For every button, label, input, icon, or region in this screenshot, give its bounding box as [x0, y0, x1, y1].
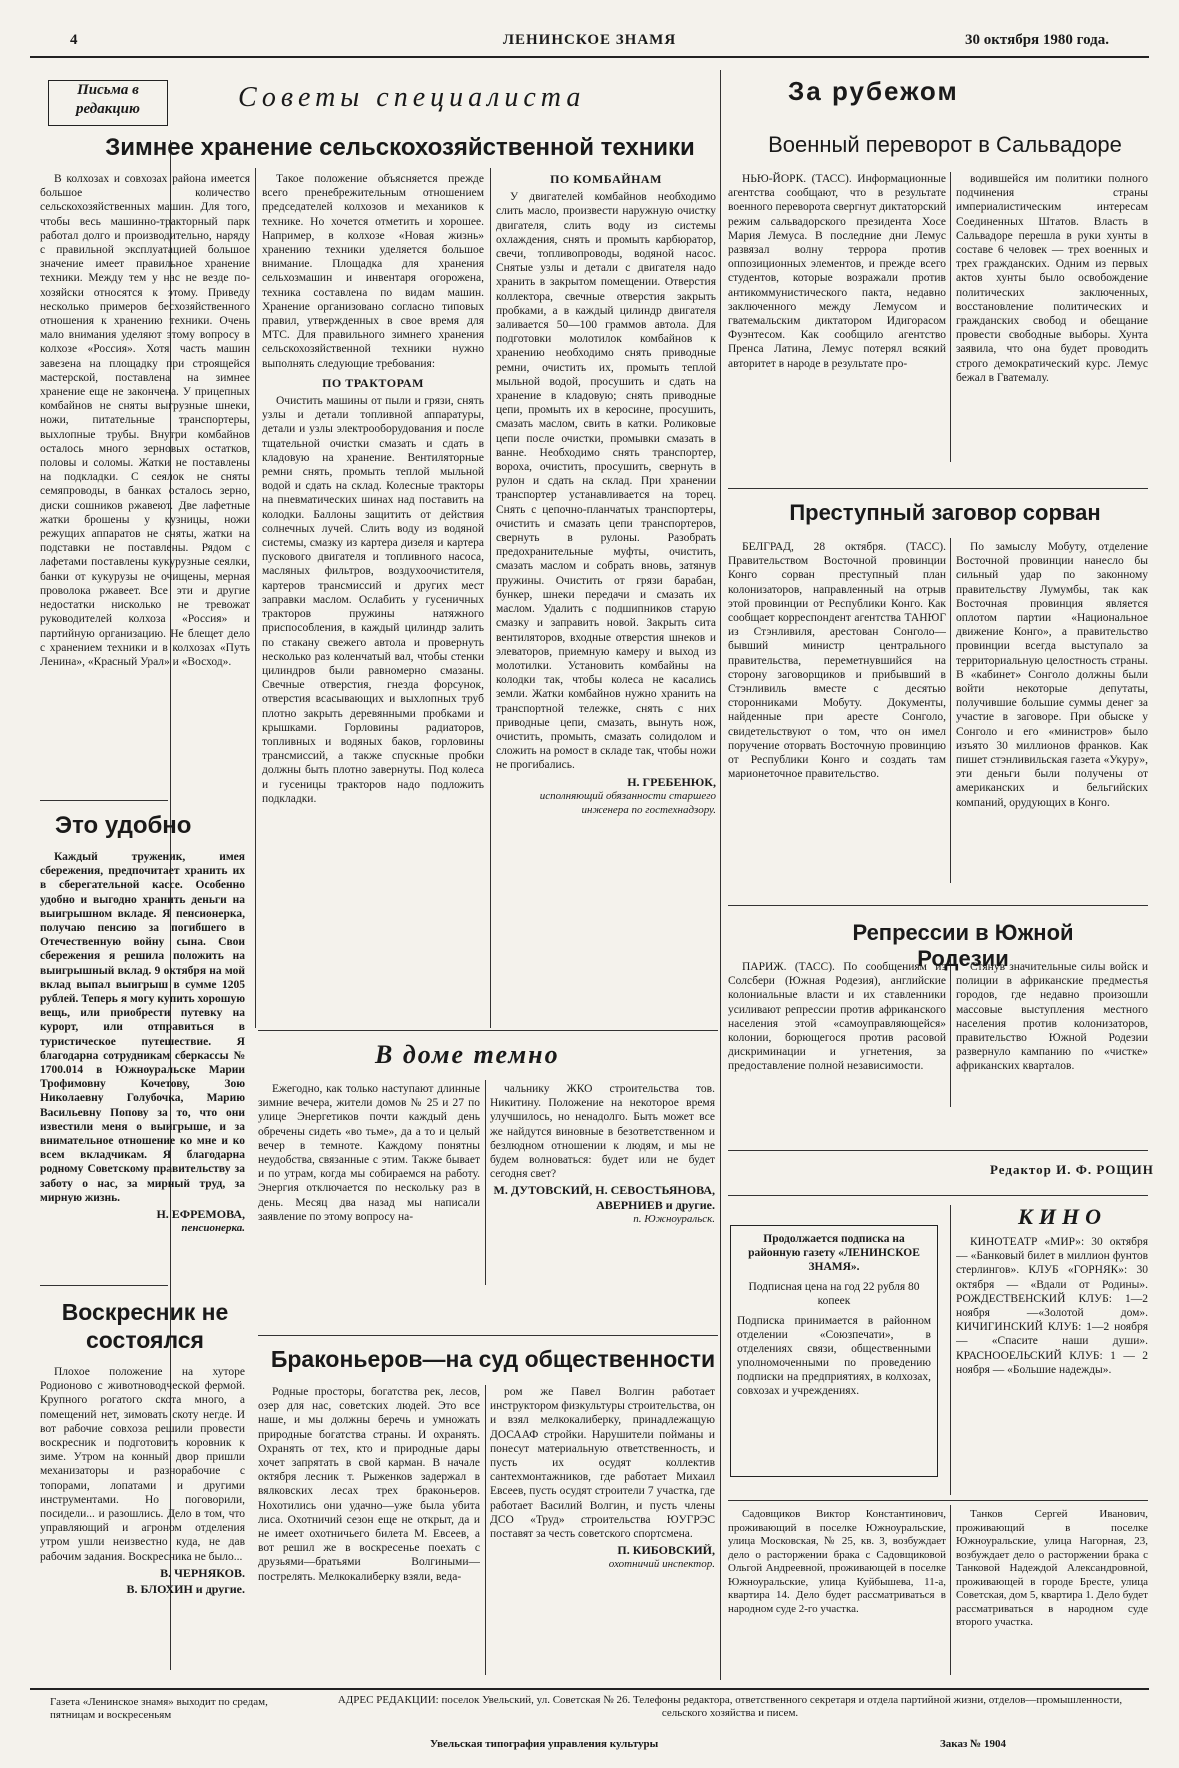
voskresnik-text [40, 1365, 245, 1675]
page-header [30, 26, 1149, 58]
abroad-rubric: За рубежом [788, 76, 959, 106]
convenient-headline: Это удобно [55, 812, 192, 839]
section-rule [40, 800, 168, 801]
article-text: ПАРИЖ. (ТАСС). По сообщениям из Солсбери (Южная Родезия), английские колониальные власти и их ставленники усиливают репрессии против африканского населения этой «самоуправляющейся» колонии, борющегося против расовой дискриминации и угнетения, за предоставление полной независимости. [728, 961, 946, 1073]
poachers-col2 [490, 1385, 715, 1675]
article-text: Родные просторы, богатства рек, лесов, озер для нас, советских людей. Это все наше, и мы должны беречь и умножать природные богатства страны. И охранять. Охранять от тех, кто и природные дары хочет запрятать в свой карман. В начале октября лесник т. Рыженков задержал в вялковских лесах трех браконьеров. Нохотились они удачно—уже была убита лиса. Охотничий сезон еще не открыт, да и не имеет охотничьего билета М. Евсеев, а вот решил же в воскресенье поехать с друзьями—братьями Волгиными—пострелять. Мелкокалиберку взяли, веда- [258, 1386, 480, 1583]
specialist-rubric: Советы специалиста [238, 82, 586, 113]
article-text: БЕЛГРАД, 28 октября. (ТАСС). Правительством Восточной провинции Конго сорван преступный план колонизаторов, направленный на отрыв этой провинции от Республики Конго. Как сообщает корреспондент агентства ТАНЮГ из Стэнливиля, арестован Сонголо—бывший министр центрального правительства, переметнувшийся на сторону заговорщиков и прибывший в Стэнливиль вместе с десятью сторонниками Мобуту. Документы, найденные при аресте Сонголо, свидетельствуют о том, что он имел поручение оторвать Восточную провинцию от Республики Конго и создать там марионеточное правительство. [728, 541, 946, 781]
article-text: водившейся им политики полного подчинения страны империалистическим интересам Соединенных Штатов. Власть в Сальвадоре перешла в руки хунты в составе 6 человек — трех военных и трех гражданских. Одним из первых актов хунты было освобождение политических заключенных, восстановление политических и гражданских свобод и обещание провести свободные выборы. Хунта заявила, что она будет проводить строго демократический курс. Лемус бежал в Гватемалу. [956, 173, 1148, 384]
article-text: НЬЮ-ЙОРК. (ТАСС). Информационные агентства сообщают, что в результате военного переворота свергнут диктаторский режим сальвадорского президента Хосе Мария Лемуса. В последние дни Лемус развязал волну террора против оппозиционных элементов, и прежде всего студентов, которые возражали против антикоммунистического пакта, недавно заключенного между Лемусом и гватемальским диктатором Идигорасом Фуэнтесом. Как сообщило агентство Пренса Латина, Лемус потерял всякий авторитет в народе в результате про- [728, 173, 946, 370]
winter-storage-col2 [262, 172, 484, 1022]
section-rule [728, 905, 1148, 906]
subscription-price: Подписная цена на год 22 рубля 80 копеек [748, 1281, 920, 1307]
divorce-notice-2 [956, 1508, 1148, 1678]
cinema-listings [956, 1235, 1148, 1490]
author-signature: П. КИБОВСКИЙ, [617, 1543, 715, 1558]
rhodesia-col2 [956, 960, 1148, 1110]
column-rule [255, 168, 256, 1028]
winter-storage-col1 [40, 172, 250, 792]
column-rule [950, 957, 951, 1107]
page-number: 4 [70, 32, 78, 48]
conspiracy-col2 [956, 540, 1148, 885]
cinema-text: КИНОТЕАТР «МИР»: 30 октября — «Банковый билет в миллион фунтов стерлингов». КЛУБ «ГОРНЯК»: 30 октября — «Вдали от Родины». РОЖДЕСТВЕНСКИЙ КЛУБ: 1—2 ноября —«Золотой дом». КИЧИГИНСКИЙ КЛУБ: 1—2 ноября — «Спасите наши души». КРАСНООЕЛЬСКИЙ КЛУБ: 1 — 2 ноября — «Большие надежды». [956, 1236, 1148, 1376]
conspiracy-col1 [728, 540, 946, 885]
column-rule [490, 168, 491, 1028]
notice-text: Садовщиков Виктор Константинович, проживающий в поселке Южноуральские, улица Московская, № 25, кв. 3, возбуждает дело о расторжении брака с Садовщиковой Ольгой Андреевной, проживающей в поселке Южноуральские, улица Куйбышева, 11-а, квартира 14. Дело будет рассматриваться в народном суде 2-го участка. [728, 1508, 946, 1615]
article-text: Очистить машины от пыли и грязи, снять узлы и детали топливной аппаратуры, детали и узлы электрооборудования и после тщательной очистки смазать и сдать в кладовую на хранение. Вентиляторные ремни снять, промыть теплой мыльной водой и сдать на склад. Колесные тракторы на пневматических шинах над поставить на колодки. Баллоны защитить от действия солнечных лучей. Слить воду из водяной системы, смазку из картера дизеля и картера пускового двигателя и топливного насоса, масляных фильтров, воздухоочистителя, картеров трансмиссий и других мест заправки маслом. Ослабить у гусеничных тракторов пружины натяжного приспособления, в каждый цилиндр залить по стакану свежего автола и провернуть несколько раз коленчатый вал, чтобы стенки цилиндров были равномерно смазаны. Свечные отверстия, гнезда форсунок, отверстия всасывающих и выхлопных труб плотно закрыть деревянными пробками и крышками. Горловины радиаторов, топливных и водяных баков, горловины трансмиссий, а также спускные пробки должны быть плотно завернуты. Под колеса и гусеницы тракторов надо подложить подкладки. [262, 395, 484, 805]
editorial-address: АДРЕС РЕДАКЦИИ: поселок Увельский, ул. Советская № 26. Телефоны редактора, ответственного секретаря и отдела партийной жизни, отделов—промышленности, сельского хозяйства и писем. [337, 1694, 1123, 1719]
column-rule [950, 538, 951, 883]
cinema-heading: КИНО [1018, 1204, 1108, 1229]
section-rule [258, 1335, 718, 1336]
publication-schedule: Газета «Ленинское знамя» выходит по средам, пятницам и воскресеньям [50, 1696, 268, 1721]
author-signature: М. ДУТОВСКИЙ, Н. СЕВОСТЬЯНОВА, АВЕРНИЕВ и другие. [493, 1183, 715, 1212]
tractors-subhead: ПО ТРАКТОРАМ [322, 375, 424, 390]
section-rule [40, 1285, 168, 1286]
author-title: исполняющий обязанности старшего инженера по гостехнадзору. [539, 789, 716, 816]
column-rule [950, 1205, 951, 1495]
column-rule [950, 172, 951, 462]
article-text: чальнику ЖКО строительства тов. Никитину. Положение на некоторое время улучшилось, но ненадолго. Быть может все же найдутся виновные в безответственном и безлюдном отношении к людям, и мы не будем волноваться: будет или не будет сегодня свет? [490, 1083, 715, 1181]
author-signature: Н. ЕФРЕМОВА, [156, 1207, 245, 1222]
subscription-info: Подписка принимается в районном отделении «Союзпечати», в отделениях связи, общественными уполномоченными по проведению подписки на предприятиях, в колхозах, совхозах и учреждениях. [737, 1315, 931, 1397]
column-rule [485, 1080, 486, 1285]
article-text: По замыслу Мобуту, отделение Восточной провинции нанесло бы сильный удар по законному правительству Лумумбы, так как Восточная провинция является оплотом партии «Национальное движение Конго», а правительство провинции всегда выступало за территориальную целостность страны. В «кабинет» Сонголо должны были войти некоторые депутаты, получившие большие суммы денег за участие в заговоре. При обыске у Сонголо и его «министров» было изъято 30 миллионов франков. Как пишет стэнливильская газета «Укуру», эти деньги были получены от американских и бельгийских компаний, орудующих в Конго. [956, 541, 1148, 809]
article-text: Ежегодно, как только наступают длинные зимние вечера, жители домов № 25 и 27 по улице Энергетиков почти каждый день обречены сидеть «во тьме», да а то и целый вечер в темноте. Каждому понятны неудобства, связанные с этим. Также бывает и по утрам, когда мы собираемся на работу. Энергия отключается по нескольку раз в день. Месяц два назад мы написали заявление по этому вопросу на- [258, 1083, 480, 1223]
article-text: ром же Павел Волгин работает инструктором физкультуры строительства, он и взял мелкокалиберку, принадлежащую ДОСААФ стройки. Нарушители пойманы и понесут материальную ответственность, и пусть их осудят коллектив сантехмонтажников, где работает Михаил Евсеев, пусть осудят строители 7 участка, где работает Василий Волгин, и пусть члены ДСО «Труд» строительства ЮУГРЭС поставят за честь советского спортсмена. [490, 1386, 715, 1541]
article-text: Стянув значительные силы войск и полиции в африканские предместья городов, где недавно произошли массовые выступления местного населения против колонизаторов, правительство Южной Родезии развернуло кампанию по «чистке» африканских кварталов. [956, 961, 1148, 1073]
winter-storage-col3 [496, 172, 716, 1022]
combines-subhead: ПО КОМБАЙНАМ [550, 172, 662, 186]
article-text: Такое положение объясняется прежде всего пренебрежительным отношением председателей колхозов и механиков к технике. Но хочется отметить и хорошее. Например, в колхозе «Новая жизнь» хранению техники уделяется большое внимание. Площадка для хранения сельхозмашин и инвентаря огорожена, техника составлена по видам машин. Хранение организовано согласно типовых правил, утвержденных в свое время для МТС. Для правильного зимнего хранения сельскохозяйственной техники нужно выполнять следующие требования: [262, 173, 484, 370]
rhodesia-headline: Репрессии в Южной Родезии [852, 920, 1074, 971]
subscription-title: Продолжается подписка на районную газету «ЛЕНИНСКОЕ ЗНАМЯ». [748, 1233, 920, 1273]
notice-text: Танков Сергей Иванович, проживающий в поселке Южноуральские, улица Нагорная, 23, возбуждает дело о расторжении брака с Танковой Надеждой Александровной, проживающей в городе Бресте, улица Советская, дом 5, квартира 1. Дело будет рассматриваться в народном суде второго участка. [956, 1508, 1148, 1628]
section-rule [728, 1195, 1148, 1196]
article-text: У двигателей комбайнов необходимо слить масло, произвести наружную очистку двигателя, слить воду из системы охлаждения, снять и промыть карбюратор, свечи, топливопроводы, водяной насос. Снятые узлы и детали с двигателя надо хранить в закрытом помещении. Отверстия коллектора, свечные отверстия закрыть пробками, а в каждый цилиндр двигателя заливается 50—100 граммов автола. Для подготовки молотилок комбайнов к хранению необходимо снять приводные ремни, очистить их, промыть теплой мыльной водой, просушить и сдать на хранение в кладовую; снять приводные цепи, промыть их в керосине, просушить, смазать маслом, свить в катки. Роликовые цепи после очистки, промывки смазать в ванне. Необходимо снять транспортер, ворохa, очистить, просушить, свернуть в рулон и сдать на склад. При хранении транспортер устанавливается на торец. Снять с цепочно-планчатых транспортеры, очистить и смазать цепи транспортеров, свернуть в рулоны. Разобрать предохранительные муфты, очистить, смазать маслом и собрать вновь, затянув пружины. Очистить от грязи барабан, бункер, шнеки передачи и смазать их маслом. Удалить с подшипников старую смазку и заправить новой. Закрыть сита вентиляторов, входные отверстия шнеков и элеваторов, приемную камеру и выход из молотилки. Установить комбайны на колодки так, чтобы колеса не касались земли. Жатки комбайнов нужно хранить на транспортной тележке, снять с них приводные цепи, смазать, вынуть нож, очистить, промыть, смазать солидолом и сложить на ромост в складе так, чтобы ножи не прогибались. [496, 191, 716, 772]
rhodesia-col1 [728, 960, 946, 1110]
printer-line: Увельская типография управления культуры [430, 1738, 659, 1750]
section-rule [728, 1500, 1148, 1501]
editor-line: Редактор И. Ф. РОЩИН [990, 1162, 1154, 1177]
dark-house-col2 [490, 1082, 715, 1282]
order-number: Заказ № 1904 [940, 1738, 1006, 1750]
article-text: Каждый труженик, имея сбережения, предпочитает хранить их в сберегательной кассе. Особенно удобно и выгодно хранить деньги на выигрышном вкладе. Я пенсионерка, получаю пенсию за погибшего в Отечественную войну сына. Свои сбережения я решила положить на выигрышный вклад. 9 октября на мой вклад выпал выигрыш в сумме 1205 рублей. Теперь я могу купить хорошую вещь, или приобрести путевку на курорт, или отправиться в туристическое путешествие. Я благодарна сотрудникам сберкассы № 1700.014 в Южноуральске Марии Трофимовну Кочетову, Зою Николаевну Голубочка, Марию Васильевну Попову за то, что они известили меня о выигрыше, и за внимательное отношение ко мне и ко всем вкладчикам. Я благодарна родному Советскому правительству за заботу о нас, за мирный труд, за мирную жизнь. [40, 851, 245, 1204]
salvador-col1 [728, 172, 946, 462]
dark-house-headline: В доме темно [375, 1040, 560, 1069]
poachers-col1 [258, 1385, 480, 1675]
salvador-col2 [956, 172, 1148, 462]
dark-house-col1 [258, 1082, 480, 1282]
newspaper-title: ЛЕНИНСКОЕ ЗНАМЯ [502, 32, 677, 48]
subscription-box [730, 1225, 938, 1477]
winter-storage-headline: Зимнее хранение сельскохозяйственной техники [105, 134, 695, 161]
voskresnik-headline: Воскресник не состоялся [61, 1299, 229, 1353]
poachers-headline: Браконьеров—на суд общественности [270, 1346, 716, 1372]
column-rule [950, 1505, 951, 1675]
convenient-text [40, 850, 245, 1285]
author-signature: В. БЛОХИН и другие. [126, 1582, 245, 1597]
section-rule [728, 488, 1148, 489]
section-rule [728, 1150, 1148, 1151]
conspiracy-headline: Преступный заговор сорван [789, 500, 1101, 525]
article-text: В колхозах и совхозах района имеется большое количество сельскохозяйственных машин. Для того, чтобы весь машинно-тракторный парк работал долго и производительно, наряду с правильной эксплуатацией большое значение имеет правильное хранение техники. Между тем у нас не везде по-хозяйски относятся к этому. Приведу несколько примеров бесхозяйственного отношения к хранению техники. Очень мало внимания уделяют этому вопросу в колхозе «Россия». Хотя часть машин завезена на площадку при строящейся мастерской, поставлена на зимнее хранение еще не закончена. У прицепных комбайнов не сняты выгрузные шнеки, ножи, питательные транспортеры, выхлопные трубы. Внутри комбайнов осталось много зерновых остатков, половы и соломы. Жатки не поставлены на подкладки. С сеялок не сняты семяпроводы, в банках осталось зерно, диски сошников ржавеют. Две лафетные жатки брошены у кузницы, ножи режущих аппаратов не сняты, жатки на подставки не поставлены. Рядом с лафетами поставлены кукурузные сеялки, банки от кукурузы не очищены, мерная проволока ржавеет. Все эти и другие недостатки нисколько не тревожат руководителей колхоза «Россия» и партийную организацию. Не блещет дело с хранением техники и в колхозах «Путь Ленина», «Красный Урал» и «Восход». [40, 173, 250, 668]
letters-rubric: Письма в редакцию [48, 80, 168, 126]
issue-date: 30 октября 1980 года. [965, 32, 1109, 48]
section-rule [258, 1030, 718, 1031]
page-footer [30, 1688, 1149, 1760]
salvador-headline: Военный переворот в Сальвадоре [768, 132, 1122, 157]
author-title: пенсионерка. [181, 1222, 245, 1235]
author-title: охотничий инспектор. [608, 1558, 715, 1571]
author-signature: В. ЧЕРНЯКОВ. [160, 1565, 245, 1580]
place-line: п. Южноуральск. [633, 1212, 715, 1225]
column-rule [720, 70, 721, 1680]
divorce-notice-1 [728, 1508, 946, 1678]
author-signature: Н. ГРЕБЕНЮК, [627, 774, 716, 789]
article-text: Плохое положение на хуторе Родионово с животноводческой фермой. Крупного рогатого скота много, а помещений нет, зимовать скоту негде. И вот рабочие совхоза решили провести воскресник и подготовить коровник к зиме. Утром на конный двор пришли механизаторы и разнорабочие с топорами, лопатами и другими инструментами. Но поговорили, посидели... и разошлись. Дело в том, что управляющий и агроном отделения утром ушли неизвестно куда, не дав рабочим задания. Воскресника не было... [40, 1366, 245, 1563]
column-rule [485, 1385, 486, 1675]
